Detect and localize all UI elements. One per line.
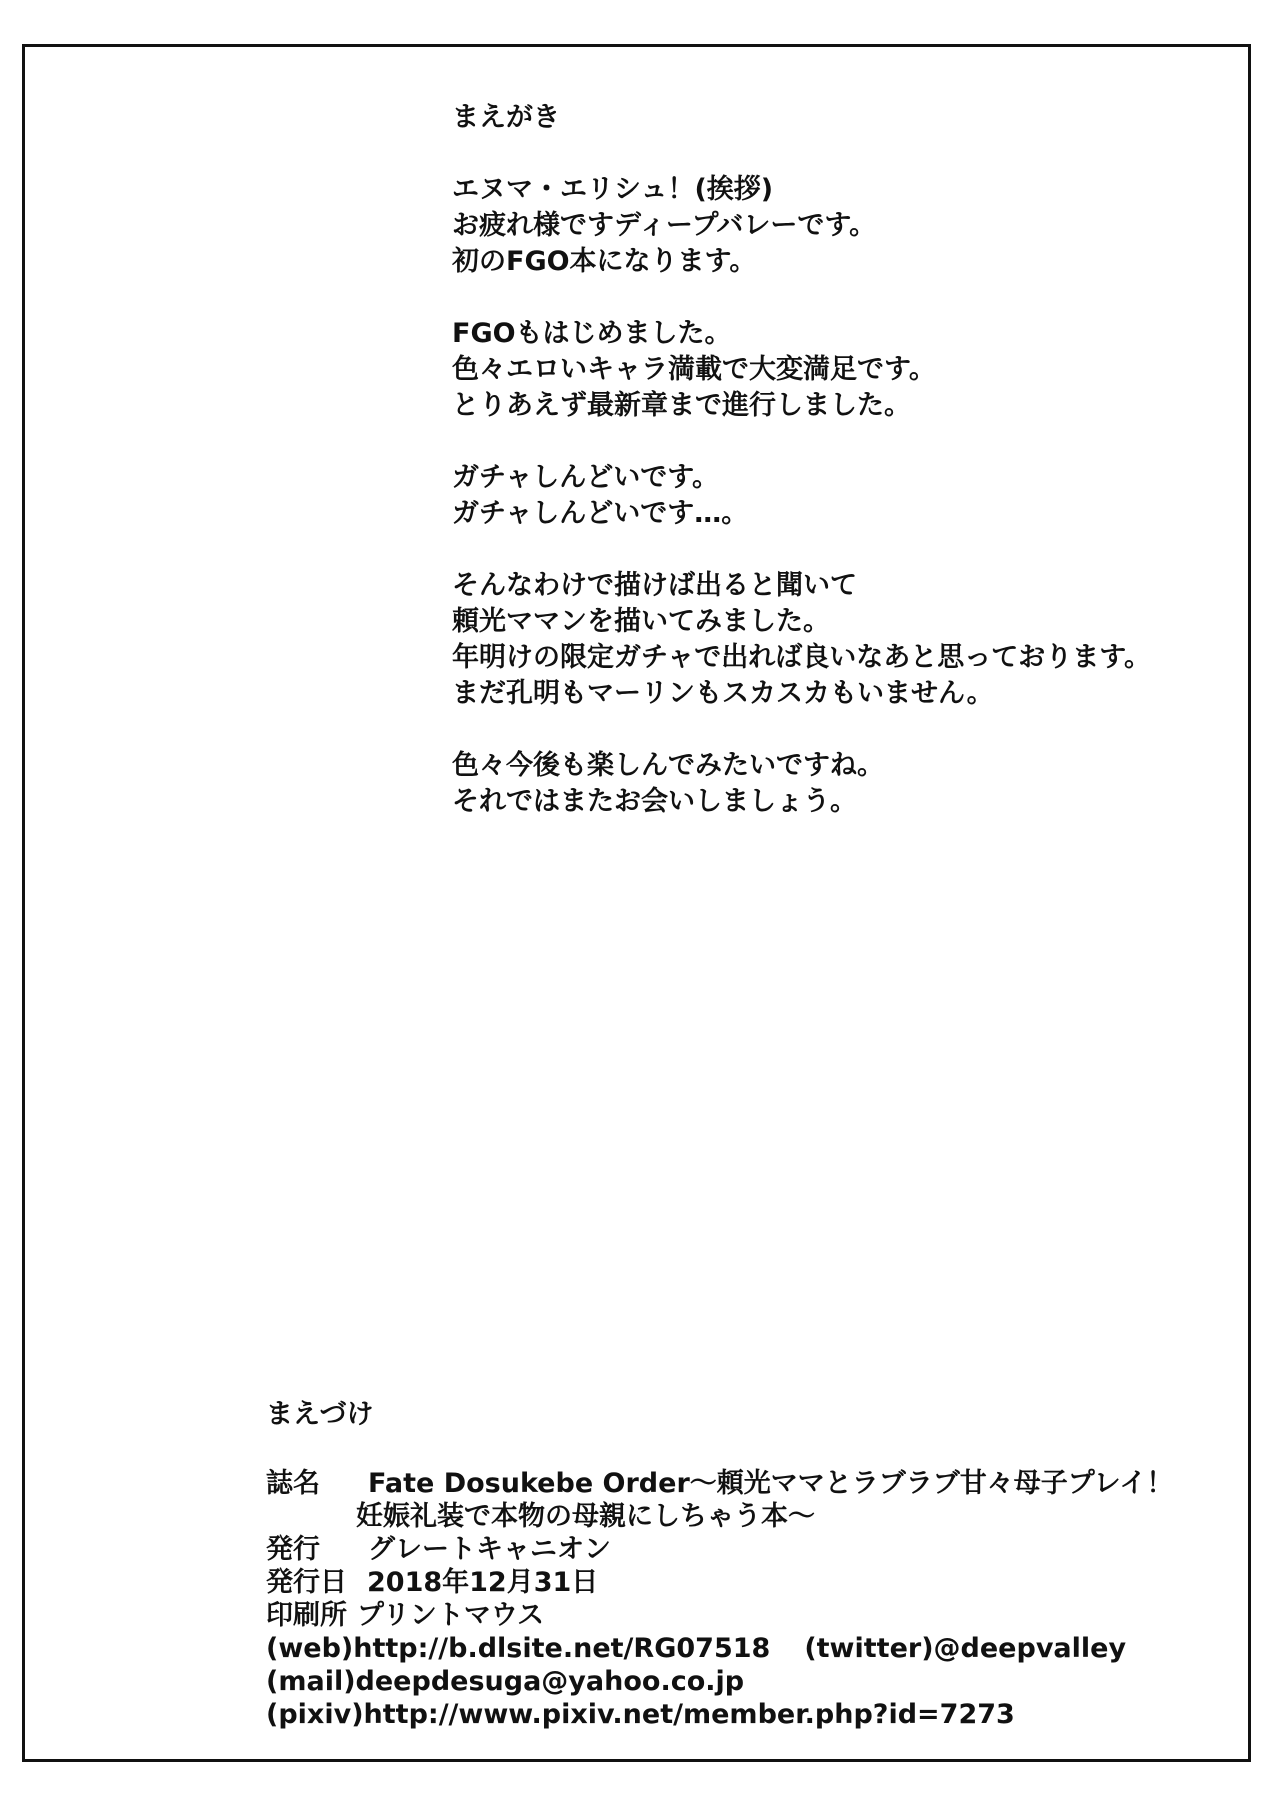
printer-label: 印刷所 bbox=[266, 1600, 347, 1631]
preface-heading: まえがき bbox=[452, 102, 560, 133]
twitter-handle[interactable]: (twitter)@deepvalley bbox=[804, 1633, 1127, 1664]
publisher-name: グレートキャニオン bbox=[368, 1534, 611, 1565]
printer-name: プリントマウス bbox=[357, 1600, 545, 1631]
date-label: 発行日 bbox=[266, 1567, 347, 1598]
preface-paragraph bbox=[452, 748, 1232, 820]
preface-paragraph bbox=[452, 460, 1232, 532]
colophon-publisher-row bbox=[266, 1533, 1226, 1566]
publisher-label: 発行 bbox=[266, 1534, 320, 1565]
preface-line: FGOもはじめました。 bbox=[452, 318, 732, 349]
web-link[interactable]: (web)http://b.dlsite.net/RG07518 bbox=[266, 1633, 771, 1664]
colophon-web-row bbox=[266, 1632, 1226, 1665]
preface-line: エヌマ・エリシュ！(挨拶) bbox=[452, 174, 774, 205]
colophon-title-row bbox=[266, 1467, 1226, 1500]
book-title-line1: Fate Dosukebe Order～頼光ママとラブラブ甘々母子プレイ！ bbox=[368, 1468, 1174, 1499]
preface-section bbox=[452, 100, 1232, 856]
colophon-section bbox=[266, 1398, 1226, 1731]
book-title-line2: 妊娠礼装で本物の母親にしちゃう本～ bbox=[356, 1501, 815, 1532]
preface-line: ガチャしんどいです。 bbox=[452, 462, 720, 493]
preface-line: 年明けの限定ガチャで出れば良いなあと思っております。 bbox=[452, 642, 1152, 673]
preface-line: まだ孔明もマーリンもスカスカもいません。 bbox=[452, 678, 994, 709]
preface-line: とりあえず最新章まで進行しました。 bbox=[452, 390, 911, 421]
preface-paragraph bbox=[452, 568, 1232, 712]
colophon-mail-row bbox=[266, 1665, 1226, 1698]
preface-line: 色々エロいキャラ満載で大変満足です。 bbox=[452, 354, 936, 385]
preface-paragraph bbox=[452, 316, 1232, 424]
colophon-date-row bbox=[266, 1566, 1226, 1599]
colophon-pixiv-row bbox=[266, 1698, 1226, 1731]
preface-line: 頼光ママンを描いてみました。 bbox=[452, 606, 830, 637]
colophon-heading: まえづけ bbox=[266, 1399, 374, 1430]
title-label: 誌名 bbox=[266, 1468, 320, 1499]
preface-line: 色々今後も楽しんでみたいですね。 bbox=[452, 750, 884, 781]
preface-line: お疲れ様ですディープバレーです。 bbox=[452, 210, 877, 241]
preface-paragraph bbox=[452, 172, 1232, 280]
mail-address[interactable]: (mail)deepdesuga@yahoo.co.jp bbox=[266, 1666, 745, 1697]
colophon-printer-row bbox=[266, 1599, 1226, 1632]
preface-line: それではまたお会いしましょう。 bbox=[452, 786, 857, 817]
preface-line: そんなわけで描けば出ると聞いて bbox=[452, 570, 857, 601]
preface-line: ガチャしんどいです…。 bbox=[452, 498, 749, 529]
preface-line: 初のFGO本になります。 bbox=[452, 246, 757, 277]
pixiv-link[interactable]: (pixiv)http://www.pixiv.net/member.php?id=7273 bbox=[266, 1699, 1015, 1730]
colophon-title-row-continued bbox=[266, 1500, 1226, 1533]
publish-date: 2018年12月31日 bbox=[367, 1567, 599, 1598]
